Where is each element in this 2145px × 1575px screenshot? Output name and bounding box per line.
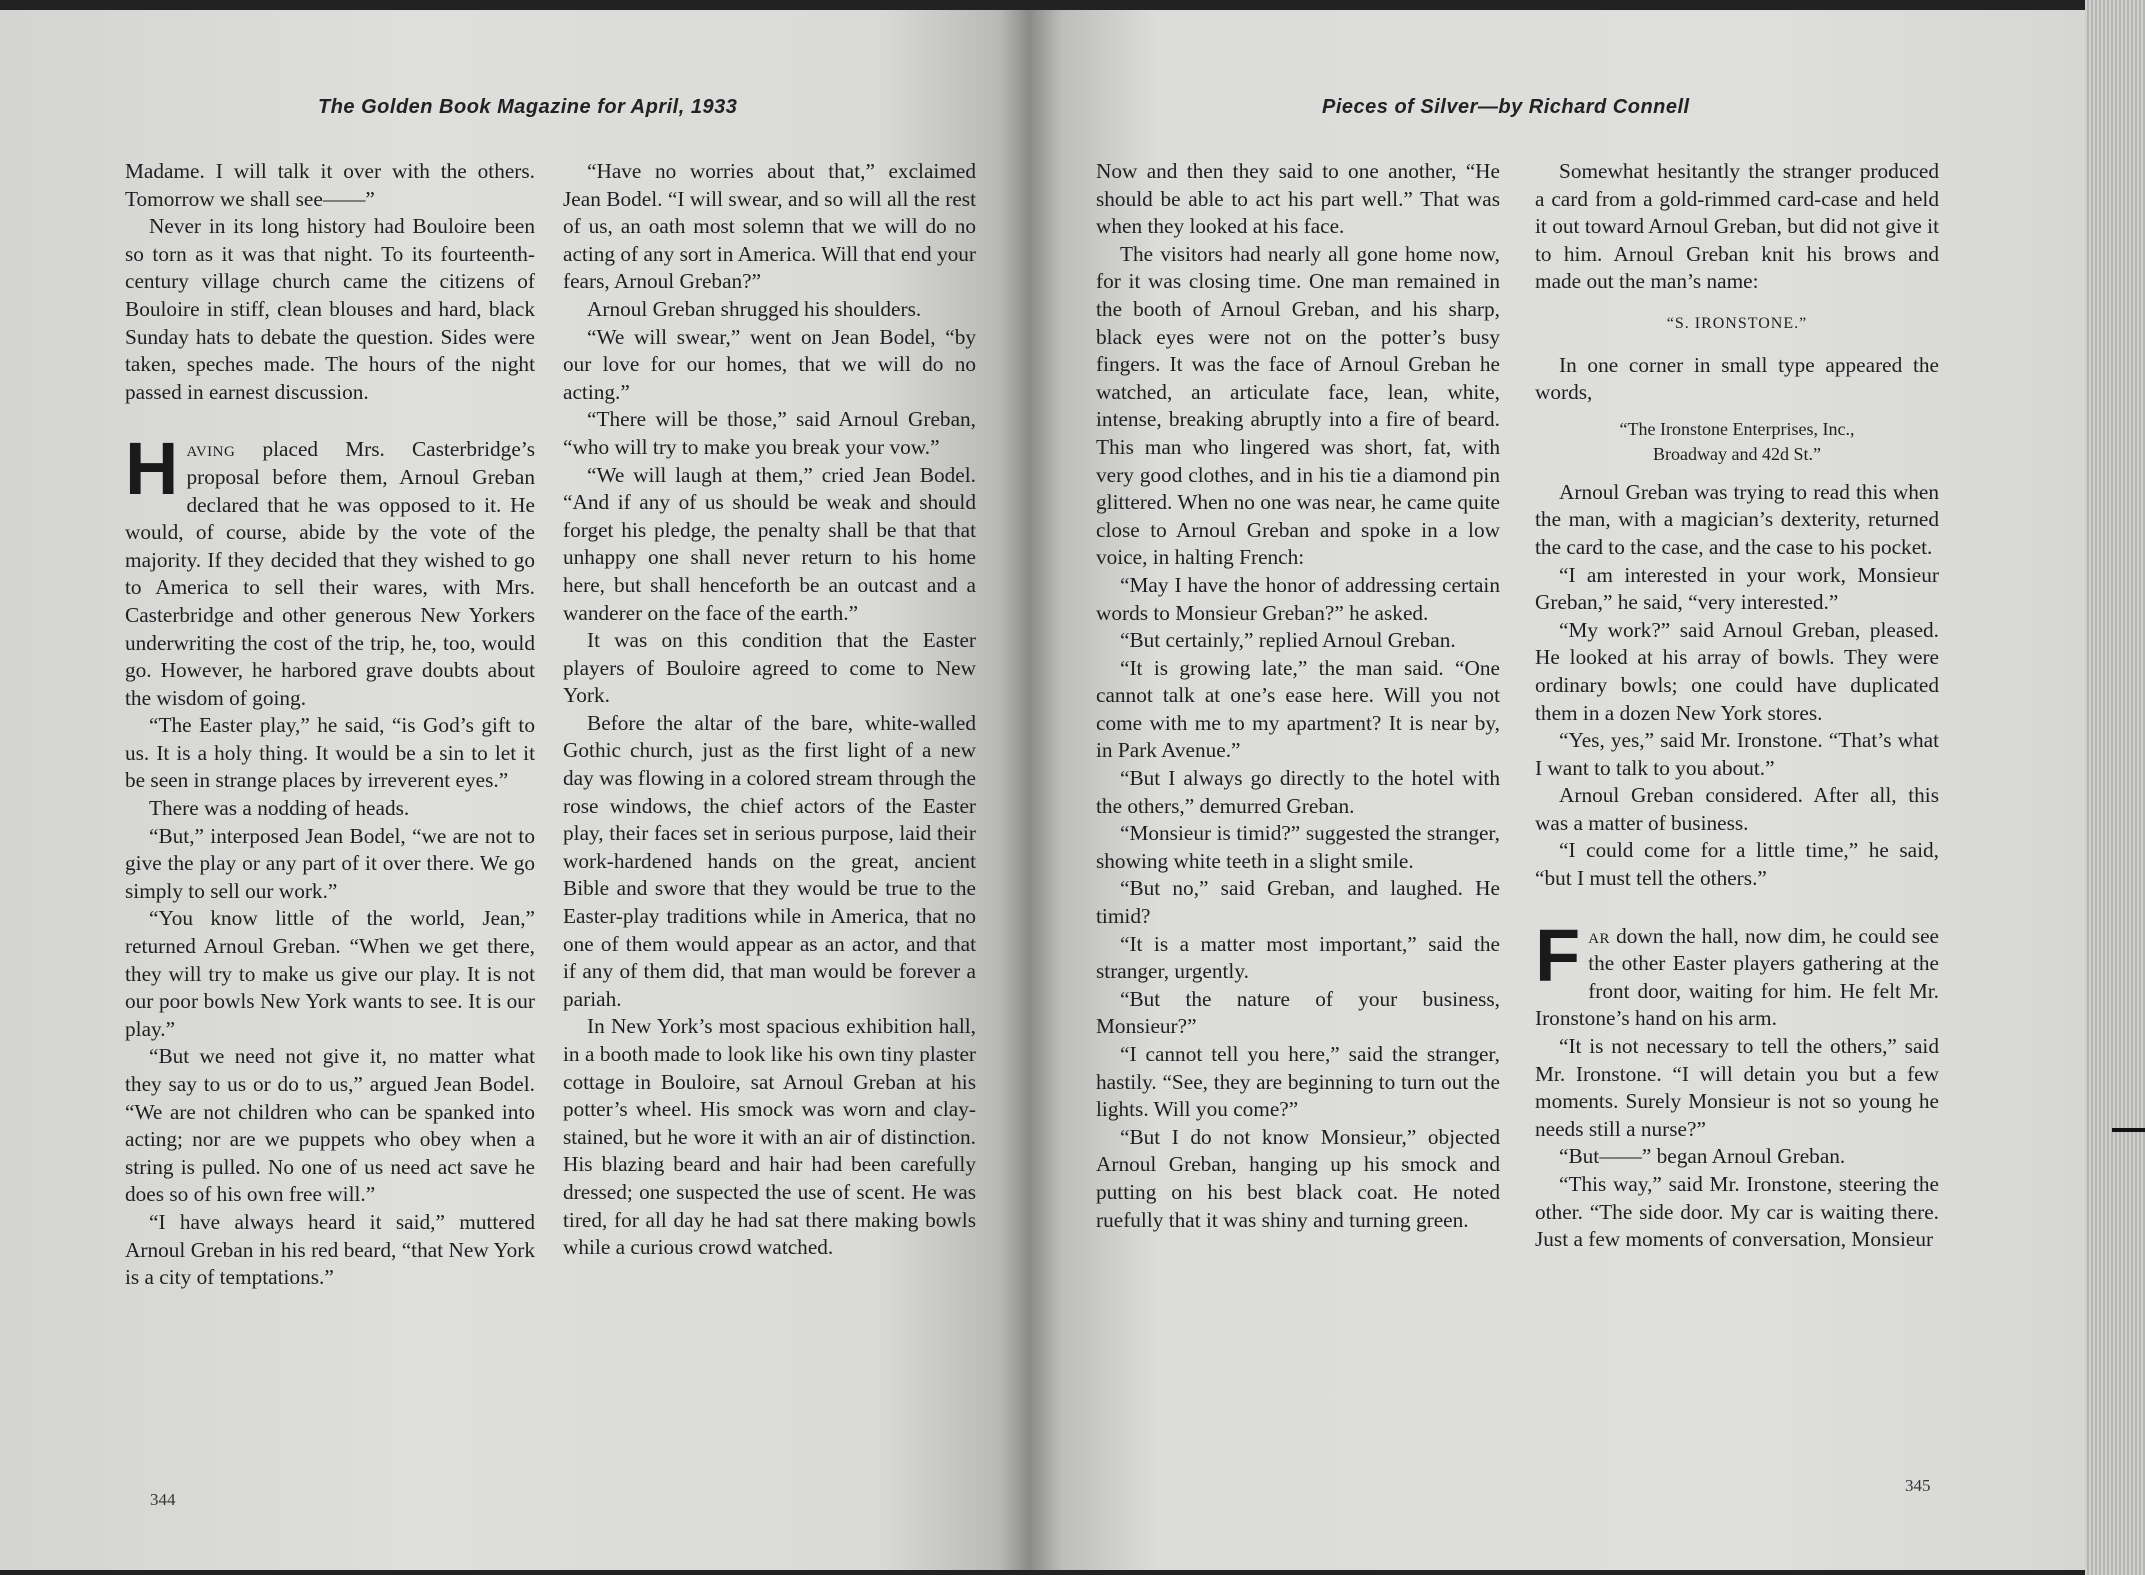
section-opening-paragraph bbox=[125, 427, 535, 712]
paragraph: It was on this condition that the Easter players of Bouloire agreed to come to New York. bbox=[563, 628, 976, 708]
paragraph: “This way,” said Mr. Ironstone, steering the other. “The side door. My car is waiting there. Just a few moments of conversation, Monsieur bbox=[1535, 1172, 1939, 1252]
paragraph: “I am interested in your work, Monsieur Greban,” he said, “very interested.” bbox=[1535, 562, 1939, 615]
card-address bbox=[1535, 417, 1939, 467]
paragraph: “But no,” said Greban, and laughed. He timid? bbox=[1096, 876, 1500, 929]
paragraph: “But I do not know Monsieur,” objected Arnoul Greban, hanging up his smock and putting on his best black coat. He noted ruefully that it was shiny and turning green. bbox=[1096, 1124, 1500, 1232]
paragraph: In New York’s most spacious exhibition hall, in a booth made to look like his own tiny plaster cottage in Bouloire, sat Arnoul Greban at his potter’s wheel. His smock was worn and clay-stained, but he wore it with an air of distinction. His blazing beard and hair had been carefully dressed; one suspected the use of scent. He was tired, for all day he had sat there making bowls while a curious crowd watched. bbox=[563, 1014, 976, 1260]
paragraph: Arnoul Greban considered. After all, this was a matter of business. bbox=[1535, 783, 1939, 835]
continued-paragraph: Madame. I will talk it over with the others. Tomorrow we shall see——” bbox=[125, 159, 535, 211]
paragraph: “May I have the honor of addressing certain words to Monsieur Greban?” he asked. bbox=[1096, 572, 1500, 625]
paragraph: “But certainly,” replied Arnoul Greban. bbox=[1120, 628, 1456, 653]
running-head-right: Pieces of Silver—by Richard Connell bbox=[1322, 96, 1690, 118]
address-line: “The Ironstone Enterprises, Inc., bbox=[1619, 418, 1855, 439]
paragraph: “There will be those,” said Arnoul Greban, “who will try to make you break your vow.” bbox=[563, 407, 976, 459]
paragraph: “We will laugh at them,” cried Jean Bodel. “And if any of us should be weak and should forget his pledge, the penalty shall be that that unhappy one shall never return to his home here, but shall henceforth be an outcast and a wanderer on the face of the earth.” bbox=[563, 462, 976, 625]
paragraph: “But,” interposed Jean Bodel, “we are not to give the play or any part of it over there. We go simply to sell our work.” bbox=[125, 823, 535, 903]
left-page-column-2 bbox=[563, 158, 976, 1262]
paragraph: “It is growing late,” the man said. “One cannot talk at one’s ease here. Will you not come with me to my apartment? It is near by, in Park Avenue.” bbox=[1096, 655, 1500, 763]
paragraph-text: down the hall, now dim, he could see the other Easter players gathering at the front door, waiting for him. He felt Mr. Ironstone’s hand on his arm. bbox=[1535, 923, 1939, 1031]
drop-cap: F bbox=[1535, 913, 1581, 997]
paragraph: There was a nodding of heads. bbox=[149, 796, 410, 821]
paragraph: “Monsieur is timid?” suggested the stranger, showing white teeth in a slight smile. bbox=[1096, 821, 1500, 873]
page-number-right: 345 bbox=[1905, 1476, 1931, 1495]
right-page-column-1 bbox=[1096, 158, 1500, 1234]
drop-cap: H bbox=[125, 427, 179, 511]
paragraph: “I have always heard it said,” muttered Arnoul Greban in his red beard, “that New York is a city of temptations.” bbox=[125, 1209, 535, 1290]
left-page-column-1 bbox=[125, 158, 535, 1292]
paragraph: Never in its long history had Bouloire been so torn as it was that night. To its fourteenth-century village church came the citizens of Bouloire in stiff, clean blouses and hard, black Sunday hats to debate the question. Sides were taken, speches made. The hours of the night passed in earnest discussion. bbox=[125, 214, 535, 404]
paragraph: “But I always go directly to the hotel with the others,” demurred Greban. bbox=[1096, 766, 1500, 818]
paragraph: “But——” began Arnoul Greban. bbox=[1559, 1144, 1846, 1169]
paragraph: “I could come for a little time,” he said, “but I must tell the others.” bbox=[1535, 838, 1939, 891]
running-head-left: The Golden Book Magazine for April, 1933 bbox=[318, 96, 738, 118]
left-page bbox=[0, 10, 1030, 1570]
paragraph: “It is not necessary to tell the others,” said Mr. Ironstone. “I will detain you but a few moments. Surely Monsieur is not so young he needs still a nurse?” bbox=[1535, 1034, 1939, 1141]
section-opening-paragraph bbox=[1535, 913, 1939, 1033]
page-edges bbox=[2085, 0, 2145, 1575]
paragraph: “But we need not give it, no matter what they say to us or do to us,” argued Jean Bodel. “We are not children who can be spanked into acting; nor are we puppets who obey when a string is pulled. No one of us need act save he does so of his own free will.” bbox=[125, 1044, 535, 1207]
paragraph: Arnoul Greban shrugged his shoulders. bbox=[587, 296, 922, 321]
paragraph: “You know little of the world, Jean,” returned Arnoul Greban. “When we get there, they will try to make us give our play. It is not our poor bowls New York wants to see. It is our play.” bbox=[125, 906, 535, 1041]
bookmark-ribbon bbox=[2112, 1128, 2145, 1132]
paragraph-text: placed Mrs. Casterbridge’s proposal before them, Arnoul Greban declared that he was opposed to it. He would, of course, abide by the vote of the majority. If they decided that they wished to go to America to sell their wares, with Mrs. Casterbridge and other generous New Yorkers underwriting the cost of the trip, he, too, would go. However, he harbored grave doubts about the wisdom of going. bbox=[125, 437, 535, 710]
paragraph: “But the nature of your business, Monsieur?” bbox=[1096, 986, 1500, 1039]
paragraph: Arnoul Greban was trying to read this when the man, with a magician’s dexterity, returned the card to the case, and the case to his pocket. bbox=[1535, 479, 1939, 559]
paragraph: “I cannot tell you here,” said the stranger, hastily. “See, they are beginning to turn out the lights. Will you come?” bbox=[1096, 1042, 1500, 1122]
paragraph: “It is a matter most important,” said the stranger, urgently. bbox=[1096, 931, 1500, 984]
paragraph: Somewhat hesitantly the stranger produced a card from a gold-rimmed card-case and held it out toward Arnoul Greban, but did not give it to him. Arnoul Greban knit his brows and made out the man’s name: bbox=[1535, 159, 1939, 294]
paragraph: “The Easter play,” he said, “is God’s gift to us. It is a holy thing. It would be a sin to let it be seen in strange places by irreverent eyes.” bbox=[125, 713, 535, 793]
right-page bbox=[1030, 10, 2090, 1570]
continued-paragraph: Now and then they said to one another, “He should be able to act his part well.” That was when they looked at his face. bbox=[1096, 159, 1500, 239]
paragraph: Before the altar of the bare, white-walled Gothic church, just as the first light of a new day was flowing in a colored stream through the rose windows, the chief actors of the Easter play, their faces set in serious purpose, laid their work-hardened hands on the great, ancient Bible and swore that they would be true to the Easter-play traditions while in America, that no one of them would appear as an actor, and that if any of them did, that man would be forever a pariah. bbox=[563, 710, 976, 1011]
page-number-left: 344 bbox=[150, 1490, 176, 1509]
paragraph: “We will swear,” went on Jean Bodel, “by our love for our homes, that we will do no acting.” bbox=[563, 324, 976, 404]
address-line: Broadway and 42d St.” bbox=[1653, 443, 1821, 464]
paragraph: “Yes, yes,” said Mr. Ironstone. “That’s what I want to talk to you about.” bbox=[1535, 728, 1939, 780]
paragraph: “Have no worries about that,” exclaimed Jean Bodel. “I will swear, and so will all the rest of us, an oath most solemn that we will do no acting of any sort in America. Will that end your fears, Arnoul Greban?” bbox=[563, 159, 976, 294]
small-caps-lead: aving bbox=[186, 437, 236, 462]
card-name: “S. IRONSTONE.” bbox=[1666, 314, 1808, 332]
right-page-column-2 bbox=[1535, 158, 1939, 1254]
paragraph: The visitors had nearly all gone home now, for it was closing time. One man remained in the booth of Arnoul Greban, and his sharp, black eyes were not on the potter’s busy fingers. It was the face of Arnoul Greban he watched, an articulate face, lean, white, intense, breaking abruptly into a fire of beard. This man who lingered was short, fat, with very good clothes, and in his tie a diamond pin glittered. When no one was near, he came quite close to Arnoul Greban and spoke in a low voice, in halting French: bbox=[1096, 241, 1500, 570]
paragraph: In one corner in small type appeared the words, bbox=[1535, 352, 1939, 405]
small-caps-lead: ar bbox=[1588, 923, 1611, 948]
paragraph: “My work?” said Arnoul Greban, pleased. He looked at his array of bowls. They were ordinary bowls; one could have duplicated them in a dozen New York stores. bbox=[1535, 617, 1939, 725]
